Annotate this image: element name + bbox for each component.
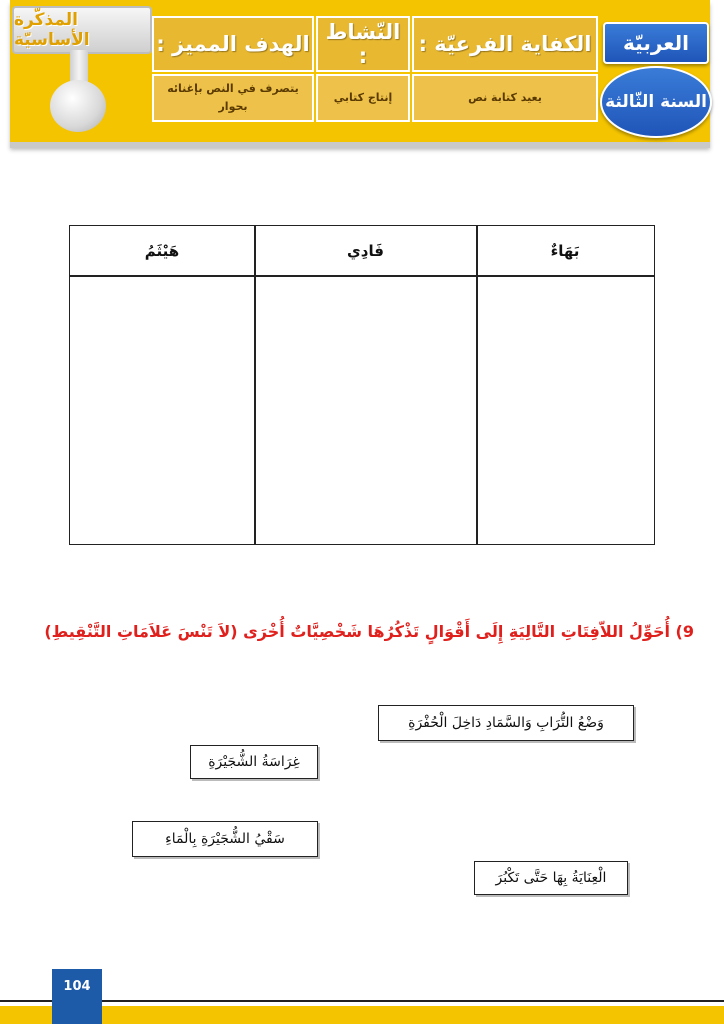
exercise-instruction: 9) أُحَوِّلُ اللاّفِتَاتِ التَّالِيَةِ إِلَى أَقْوَالٍ تَذْكُرُهَا شَخْصِيَّاتٌ أُخْرَى (لاَ تَنْسَ عَلاَمَاتِ التَّنْقِيطِ) [44,622,694,641]
footer-band [0,1006,724,1024]
brand-logo: المذكّرة الأساسيّة [12,6,152,54]
grade-badge: السنة الثّالثة [600,66,712,138]
page-number: 104 [52,969,102,1024]
table-header-bahaa: بَهَاءٌ [550,241,580,260]
table-cell-bahaa[interactable] [477,277,653,543]
competence-value: يعيد كتابة نص [412,74,598,122]
brand-ball-decoration [50,80,106,132]
phrase-card: الْعِنَايَةُ بِهَا حَتَّى تَكْبُرَ [474,861,628,895]
activity-label: النّشاط : [316,16,410,72]
footer-line [0,1000,724,1002]
phrase-card: غِرَاسَةُ الشُّجَيْرَةِ [190,745,318,779]
table-header-fadi: فَادِي [347,241,384,260]
header-shadow-strip [10,142,710,148]
table-cell-haytham[interactable] [70,277,254,543]
competence-label: الكفاية الفرعيّة : [412,16,598,72]
goal-value: يتصرف في النص بإغنائه بحوار [152,74,314,122]
goal-label: الهدف المميز : [152,16,314,72]
phrase-card: وَضْعُ التُّرَابِ وَالسَّمَادِ دَاخِلَ الْحُفْرَةِ [378,705,634,741]
table-cell-fadi[interactable] [255,277,476,543]
phrase-card: سَقْيُ الشُّجَيْرَةِ بِالْمَاءِ [132,821,318,857]
table-header-haytham: هَيْثَمُ [144,241,180,260]
subject-tag: العربيّة [603,22,709,64]
activity-value: إنتاج كتابي [316,74,410,122]
names-table [69,225,655,545]
